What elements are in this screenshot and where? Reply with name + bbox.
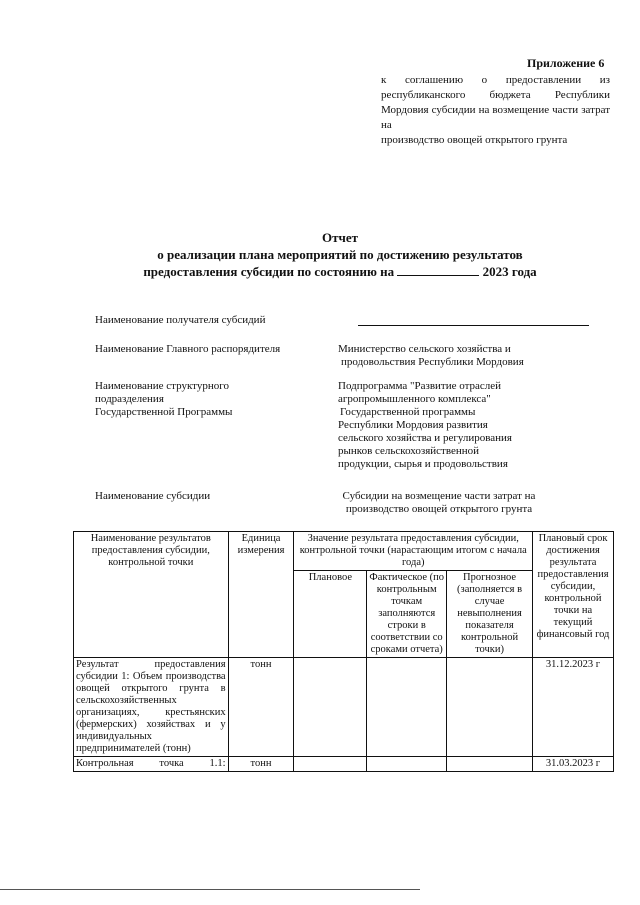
- unit-value: Подпрограмма "Развитие отраслей агропромышленного комплекса" Государственной программы Республики Мордовия развития сельского хозяйства и регулирования рынков сельскохозяйственной продукции, сырья и продовольствия: [338, 380, 512, 470]
- footer-divider: [0, 889, 420, 890]
- header-planned: Плановое: [294, 571, 367, 658]
- unit-label: Наименование структурного подразделения Государственной Программы: [95, 380, 233, 418]
- row-forecast[interactable]: [447, 658, 533, 757]
- subsidy-value: Субсидии на возмещение части затрат на производство овощей открытого грунта: [342, 490, 536, 515]
- subsidy-label: Наименование субсидии: [95, 490, 211, 502]
- annex-title: Приложение 6: [527, 56, 605, 70]
- row-actual[interactable]: [367, 658, 447, 757]
- row-actual[interactable]: [367, 757, 447, 772]
- row-unit: тонн: [228, 757, 294, 772]
- row-name: Результат предоставления субсидии 1: Объем производства овощей открытого грунта в сельскохозяйственных организациях, крестьянских (фермерских) хозяйствах и у индивидуальных предпринимателей (тонн): [74, 658, 229, 757]
- header-value: Значение результата предоставления субсидии, контрольной точки (нарастающим итогом с начала года): [294, 532, 533, 571]
- header-unit: Единица измерения: [228, 532, 294, 658]
- row-deadline: 31.03.2023 г: [533, 757, 614, 772]
- report-title-block: [100, 229, 580, 280]
- date-blank[interactable]: [397, 275, 479, 276]
- table-row: [74, 658, 614, 757]
- chief-value: Министерство сельского хозяйства и продовольствия Республики Мордовия: [338, 343, 524, 368]
- recipient-blank[interactable]: [358, 325, 589, 326]
- header-actual: Фактическое (по контрольным точкам заполняются строки в соответствии со сроками отчета): [367, 571, 447, 658]
- recipient-label: Наименование получателя субсидий: [95, 314, 266, 326]
- results-table: [73, 531, 614, 772]
- row-name: Контрольная точка 1.1:: [74, 757, 229, 772]
- report-subtitle-date: предоставления субсидии по состоянию на 2023 года: [143, 264, 537, 279]
- row-unit: тонн: [228, 658, 294, 757]
- report-subtitle: о реализации плана мероприятий по достижению результатов: [157, 247, 523, 262]
- chief-label: Наименование Главного распорядителя: [95, 343, 281, 355]
- annex-line: из республиканского бюджета: [381, 74, 611, 101]
- header-deadline: Плановый срок достижения результата предоставления субсидии, контрольной точки на текущий финансовый год: [533, 532, 614, 658]
- annex-text: [381, 73, 610, 148]
- row-deadline: 31.12.2023 г: [533, 658, 614, 757]
- header-name: Наименование результатов предоставления субсидии, контрольной точки: [74, 532, 229, 658]
- annex-line: к соглашению о предоставлении: [381, 74, 582, 86]
- annex-line: возмещение части затрат на: [381, 104, 610, 131]
- row-planned[interactable]: [294, 658, 367, 757]
- table-row: [74, 757, 614, 772]
- report-title: Отчет: [322, 230, 358, 245]
- annex-line: производство овощей открытого грунта: [381, 134, 568, 146]
- header-forecast: Прогнозное (заполняется в случае невыполнения показателя контрольной точки): [447, 571, 533, 658]
- annex-line: Республики Мордовия субсидии на: [381, 89, 610, 116]
- row-forecast[interactable]: [447, 757, 533, 772]
- row-planned[interactable]: [294, 757, 367, 772]
